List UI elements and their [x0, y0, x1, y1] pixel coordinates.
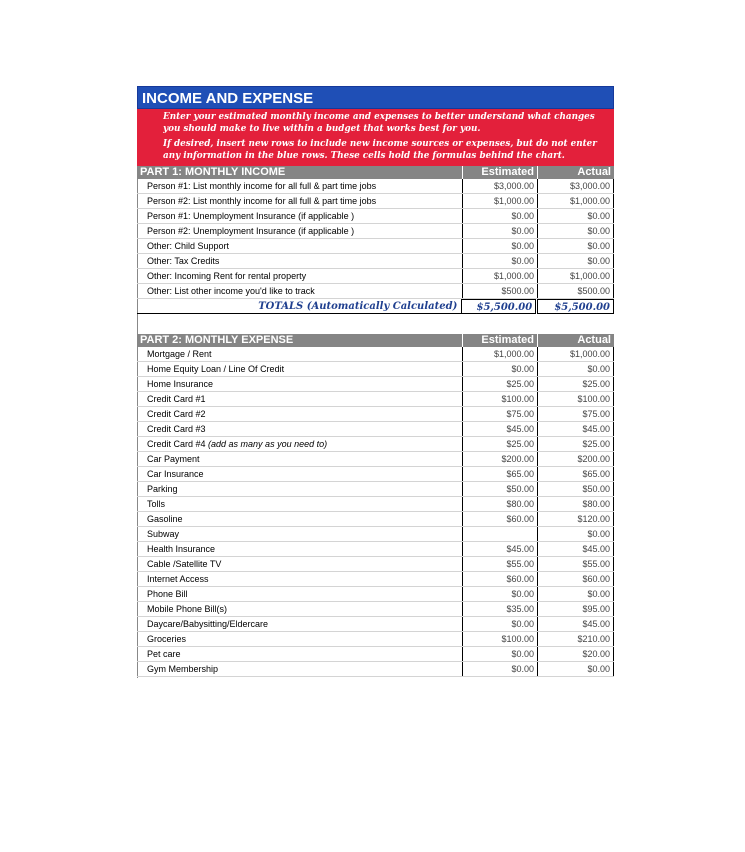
- row-label: Car Payment: [147, 454, 200, 464]
- row-label-cell[interactable]: [137, 662, 462, 676]
- row-label: Car Insurance: [147, 469, 204, 479]
- expense-row: [137, 392, 614, 407]
- estimated-cell[interactable]: $3,000.00: [462, 179, 537, 193]
- row-label: Other: List other income you'd like to track: [147, 286, 315, 296]
- estimated-cell[interactable]: $0.00: [462, 209, 537, 223]
- row-label: Gym Membership: [147, 664, 219, 674]
- row-label-cell[interactable]: [137, 617, 462, 631]
- actual-cell[interactable]: $60.00: [537, 572, 614, 586]
- expense-row: [137, 602, 614, 617]
- expense-row: [137, 557, 614, 572]
- estimated-cell[interactable]: $0.00: [462, 617, 537, 631]
- income-row: [137, 209, 614, 224]
- expense-row: [137, 662, 614, 677]
- row-label-cell[interactable]: [137, 437, 462, 451]
- estimated-cell[interactable]: $45.00: [462, 542, 537, 556]
- totals-label: TOTALS (Automatically Calculated): [137, 299, 461, 314]
- estimated-cell[interactable]: $1,000.00: [462, 194, 537, 208]
- actual-cell[interactable]: $45.00: [537, 542, 614, 556]
- expense-row: [137, 467, 614, 482]
- total-estimated-cell[interactable]: $5,500.00: [461, 299, 536, 314]
- estimated-cell[interactable]: $500.00: [462, 284, 537, 298]
- estimated-cell[interactable]: $75.00: [462, 407, 537, 421]
- actual-cell[interactable]: $20.00: [537, 647, 614, 661]
- instruction-line-2: If desired, insert new rows to include new income sources or expenses, but do not enter any information in the blue rows. These cells hold the formulas behind the chart.: [163, 139, 597, 161]
- income-row: [137, 254, 614, 269]
- expense-col-actual: Actual: [537, 334, 614, 347]
- row-label-cell[interactable]: [137, 269, 462, 283]
- row-label: Credit Card #3: [147, 424, 206, 434]
- income-col-actual: Actual: [537, 166, 614, 179]
- estimated-cell[interactable]: $0.00: [462, 254, 537, 268]
- actual-cell[interactable]: $0.00: [537, 239, 614, 253]
- row-label: Tolls: [147, 499, 166, 509]
- actual-cell[interactable]: $0.00: [537, 662, 614, 676]
- estimated-cell[interactable]: $0.00: [462, 224, 537, 238]
- row-label: Person #1: Unemployment Insurance (if applicable ): [147, 211, 355, 221]
- row-label: Health Insurance: [147, 544, 216, 554]
- income-row: [137, 269, 614, 284]
- row-label-cell[interactable]: [137, 239, 462, 253]
- actual-cell[interactable]: $0.00: [537, 254, 614, 268]
- row-label-cell[interactable]: [137, 347, 462, 361]
- row-label-cell[interactable]: [137, 179, 462, 193]
- row-label: Credit Card #4: [147, 439, 209, 449]
- actual-cell[interactable]: $200.00: [537, 452, 614, 466]
- expense-row: [137, 527, 614, 542]
- row-label-cell[interactable]: [137, 587, 462, 601]
- actual-cell[interactable]: $1,000.00: [537, 194, 614, 208]
- row-label: Person #2: List monthly income for all full & part time jobs: [147, 196, 377, 206]
- income-row: [137, 239, 614, 254]
- estimated-cell[interactable]: $1,000.00: [462, 347, 537, 361]
- actual-cell[interactable]: $65.00: [537, 467, 614, 481]
- expense-row: [137, 542, 614, 557]
- estimated-cell[interactable]: $0.00: [462, 662, 537, 676]
- estimated-cell[interactable]: $25.00: [462, 377, 537, 391]
- actual-cell[interactable]: $80.00: [537, 497, 614, 511]
- expense-row: [137, 452, 614, 467]
- row-label-cell[interactable]: [137, 632, 462, 646]
- income-row: [137, 284, 614, 299]
- row-label: Credit Card #2: [147, 409, 206, 419]
- income-totals-row: [137, 299, 614, 314]
- row-label: Person #1: List monthly income for all full & part time jobs: [147, 181, 377, 191]
- expense-row: [137, 617, 614, 632]
- actual-cell[interactable]: $0.00: [537, 587, 614, 601]
- instructions-box: [137, 109, 614, 166]
- estimated-cell[interactable]: $60.00: [462, 512, 537, 526]
- expense-row: [137, 632, 614, 647]
- row-label: Daycare/Babysitting/Eldercare: [147, 619, 269, 629]
- row-label: Subway: [147, 529, 180, 539]
- row-label-cell[interactable]: [137, 254, 462, 268]
- expense-rows: [137, 347, 614, 677]
- income-row: [137, 194, 614, 209]
- estimated-cell[interactable]: $50.00: [462, 482, 537, 496]
- estimated-cell[interactable]: $80.00: [462, 497, 537, 511]
- row-label: Home Insurance: [147, 379, 214, 389]
- actual-cell[interactable]: $210.00: [537, 632, 614, 646]
- actual-cell[interactable]: $55.00: [537, 557, 614, 571]
- expense-row: [137, 482, 614, 497]
- expense-row: [137, 377, 614, 392]
- row-label: Other: Child Support: [147, 241, 230, 251]
- expense-row: [137, 512, 614, 527]
- row-label: Cable /Satellite TV: [147, 559, 222, 569]
- actual-cell[interactable]: $0.00: [537, 224, 614, 238]
- actual-cell[interactable]: $0.00: [537, 527, 614, 541]
- sheet-title: INCOME AND EXPENSE: [137, 86, 614, 109]
- row-label: Groceries: [147, 634, 187, 644]
- estimated-cell[interactable]: $0.00: [462, 362, 537, 376]
- income-rows: [137, 179, 614, 299]
- income-heading: PART 1: MONTHLY INCOME: [140, 166, 286, 178]
- expense-header: [137, 334, 614, 347]
- row-label-cell[interactable]: [137, 407, 462, 421]
- row-label-cell[interactable]: [137, 377, 462, 391]
- estimated-cell[interactable]: $45.00: [462, 422, 537, 436]
- expense-row: [137, 587, 614, 602]
- row-label-cell[interactable]: [137, 542, 462, 556]
- actual-cell[interactable]: $25.00: [537, 377, 614, 391]
- row-label: Person #2: Unemployment Insurance (if applicable ): [147, 226, 355, 236]
- actual-cell[interactable]: $500.00: [537, 284, 614, 298]
- expense-row: [137, 572, 614, 587]
- actual-cell[interactable]: $120.00: [537, 512, 614, 526]
- row-label-cell[interactable]: [137, 527, 462, 541]
- row-label-cell[interactable]: [137, 512, 462, 526]
- income-row: [137, 224, 614, 239]
- actual-cell[interactable]: $50.00: [537, 482, 614, 496]
- actual-cell[interactable]: $0.00: [537, 362, 614, 376]
- row-label-cell[interactable]: [137, 194, 462, 208]
- row-label-cell[interactable]: [137, 452, 462, 466]
- section-gap: [137, 314, 614, 334]
- estimated-cell[interactable]: $65.00: [462, 467, 537, 481]
- row-label: Home Equity Loan / Line Of Credit: [147, 364, 285, 374]
- row-label-cell[interactable]: [137, 467, 462, 481]
- estimated-cell[interactable]: $100.00: [462, 392, 537, 406]
- row-label-cell[interactable]: [137, 209, 462, 223]
- row-label-cell[interactable]: [137, 284, 462, 298]
- expense-row: [137, 437, 614, 452]
- estimated-cell[interactable]: [462, 527, 537, 541]
- actual-cell[interactable]: $1,000.00: [537, 347, 614, 361]
- budget-sheet: [137, 86, 614, 677]
- row-note: (add as many as you need to): [208, 439, 328, 449]
- row-label-cell[interactable]: [137, 422, 462, 436]
- estimated-cell[interactable]: $0.00: [462, 647, 537, 661]
- row-label-cell[interactable]: [137, 224, 462, 238]
- estimated-cell[interactable]: $25.00: [462, 437, 537, 451]
- expense-row: [137, 647, 614, 662]
- actual-cell[interactable]: $45.00: [537, 617, 614, 631]
- actual-cell[interactable]: $1,000.00: [537, 269, 614, 283]
- row-label-cell[interactable]: [137, 392, 462, 406]
- expense-row: [137, 362, 614, 377]
- row-label-cell[interactable]: [137, 362, 462, 376]
- actual-cell[interactable]: $95.00: [537, 602, 614, 616]
- actual-cell[interactable]: $75.00: [537, 407, 614, 421]
- row-label: Gasoline: [147, 514, 183, 524]
- row-label-cell[interactable]: [137, 572, 462, 586]
- estimated-cell[interactable]: $1,000.00: [462, 269, 537, 283]
- expense-row: [137, 407, 614, 422]
- row-label: Pet care: [147, 649, 181, 659]
- row-label-cell[interactable]: [137, 497, 462, 511]
- row-label: Other: Incoming Rent for rental property: [147, 271, 307, 281]
- row-label: Mobile Phone Bill(s): [147, 604, 228, 614]
- row-label-cell[interactable]: [137, 482, 462, 496]
- row-label-cell[interactable]: [137, 602, 462, 616]
- expense-heading: PART 2: MONTHLY EXPENSE: [140, 334, 294, 346]
- row-label: Phone Bill: [147, 589, 188, 599]
- estimated-cell[interactable]: $0.00: [462, 239, 537, 253]
- expense-row: [137, 422, 614, 437]
- actual-cell[interactable]: $3,000.00: [537, 179, 614, 193]
- row-label: Other: Tax Credits: [147, 256, 220, 266]
- estimated-cell[interactable]: $35.00: [462, 602, 537, 616]
- actual-cell[interactable]: $100.00: [537, 392, 614, 406]
- estimated-cell[interactable]: $0.00: [462, 587, 537, 601]
- estimated-cell[interactable]: $55.00: [462, 557, 537, 571]
- actual-cell[interactable]: $0.00: [537, 209, 614, 223]
- row-label-cell[interactable]: [137, 557, 462, 571]
- estimated-cell[interactable]: $60.00: [462, 572, 537, 586]
- row-label-cell[interactable]: [137, 647, 462, 661]
- actual-cell[interactable]: $25.00: [537, 437, 614, 451]
- income-row: [137, 179, 614, 194]
- total-actual-cell[interactable]: $5,500.00: [537, 299, 614, 314]
- instruction-line-1: Enter your estimated monthly income and expenses to better understand what changes you should make to live within a budget that works best for you.: [163, 112, 595, 134]
- expense-col-estimated: Estimated: [462, 334, 537, 347]
- row-label: Mortgage / Rent: [147, 349, 212, 359]
- actual-cell[interactable]: $45.00: [537, 422, 614, 436]
- estimated-cell[interactable]: $200.00: [462, 452, 537, 466]
- income-col-estimated: Estimated: [462, 166, 537, 179]
- expense-row: [137, 347, 614, 362]
- row-label: Internet Access: [147, 574, 209, 584]
- row-label: Parking: [147, 484, 178, 494]
- estimated-cell[interactable]: $100.00: [462, 632, 537, 646]
- expense-row: [137, 497, 614, 512]
- row-label: Credit Card #1: [147, 394, 206, 404]
- income-header: [137, 166, 614, 179]
